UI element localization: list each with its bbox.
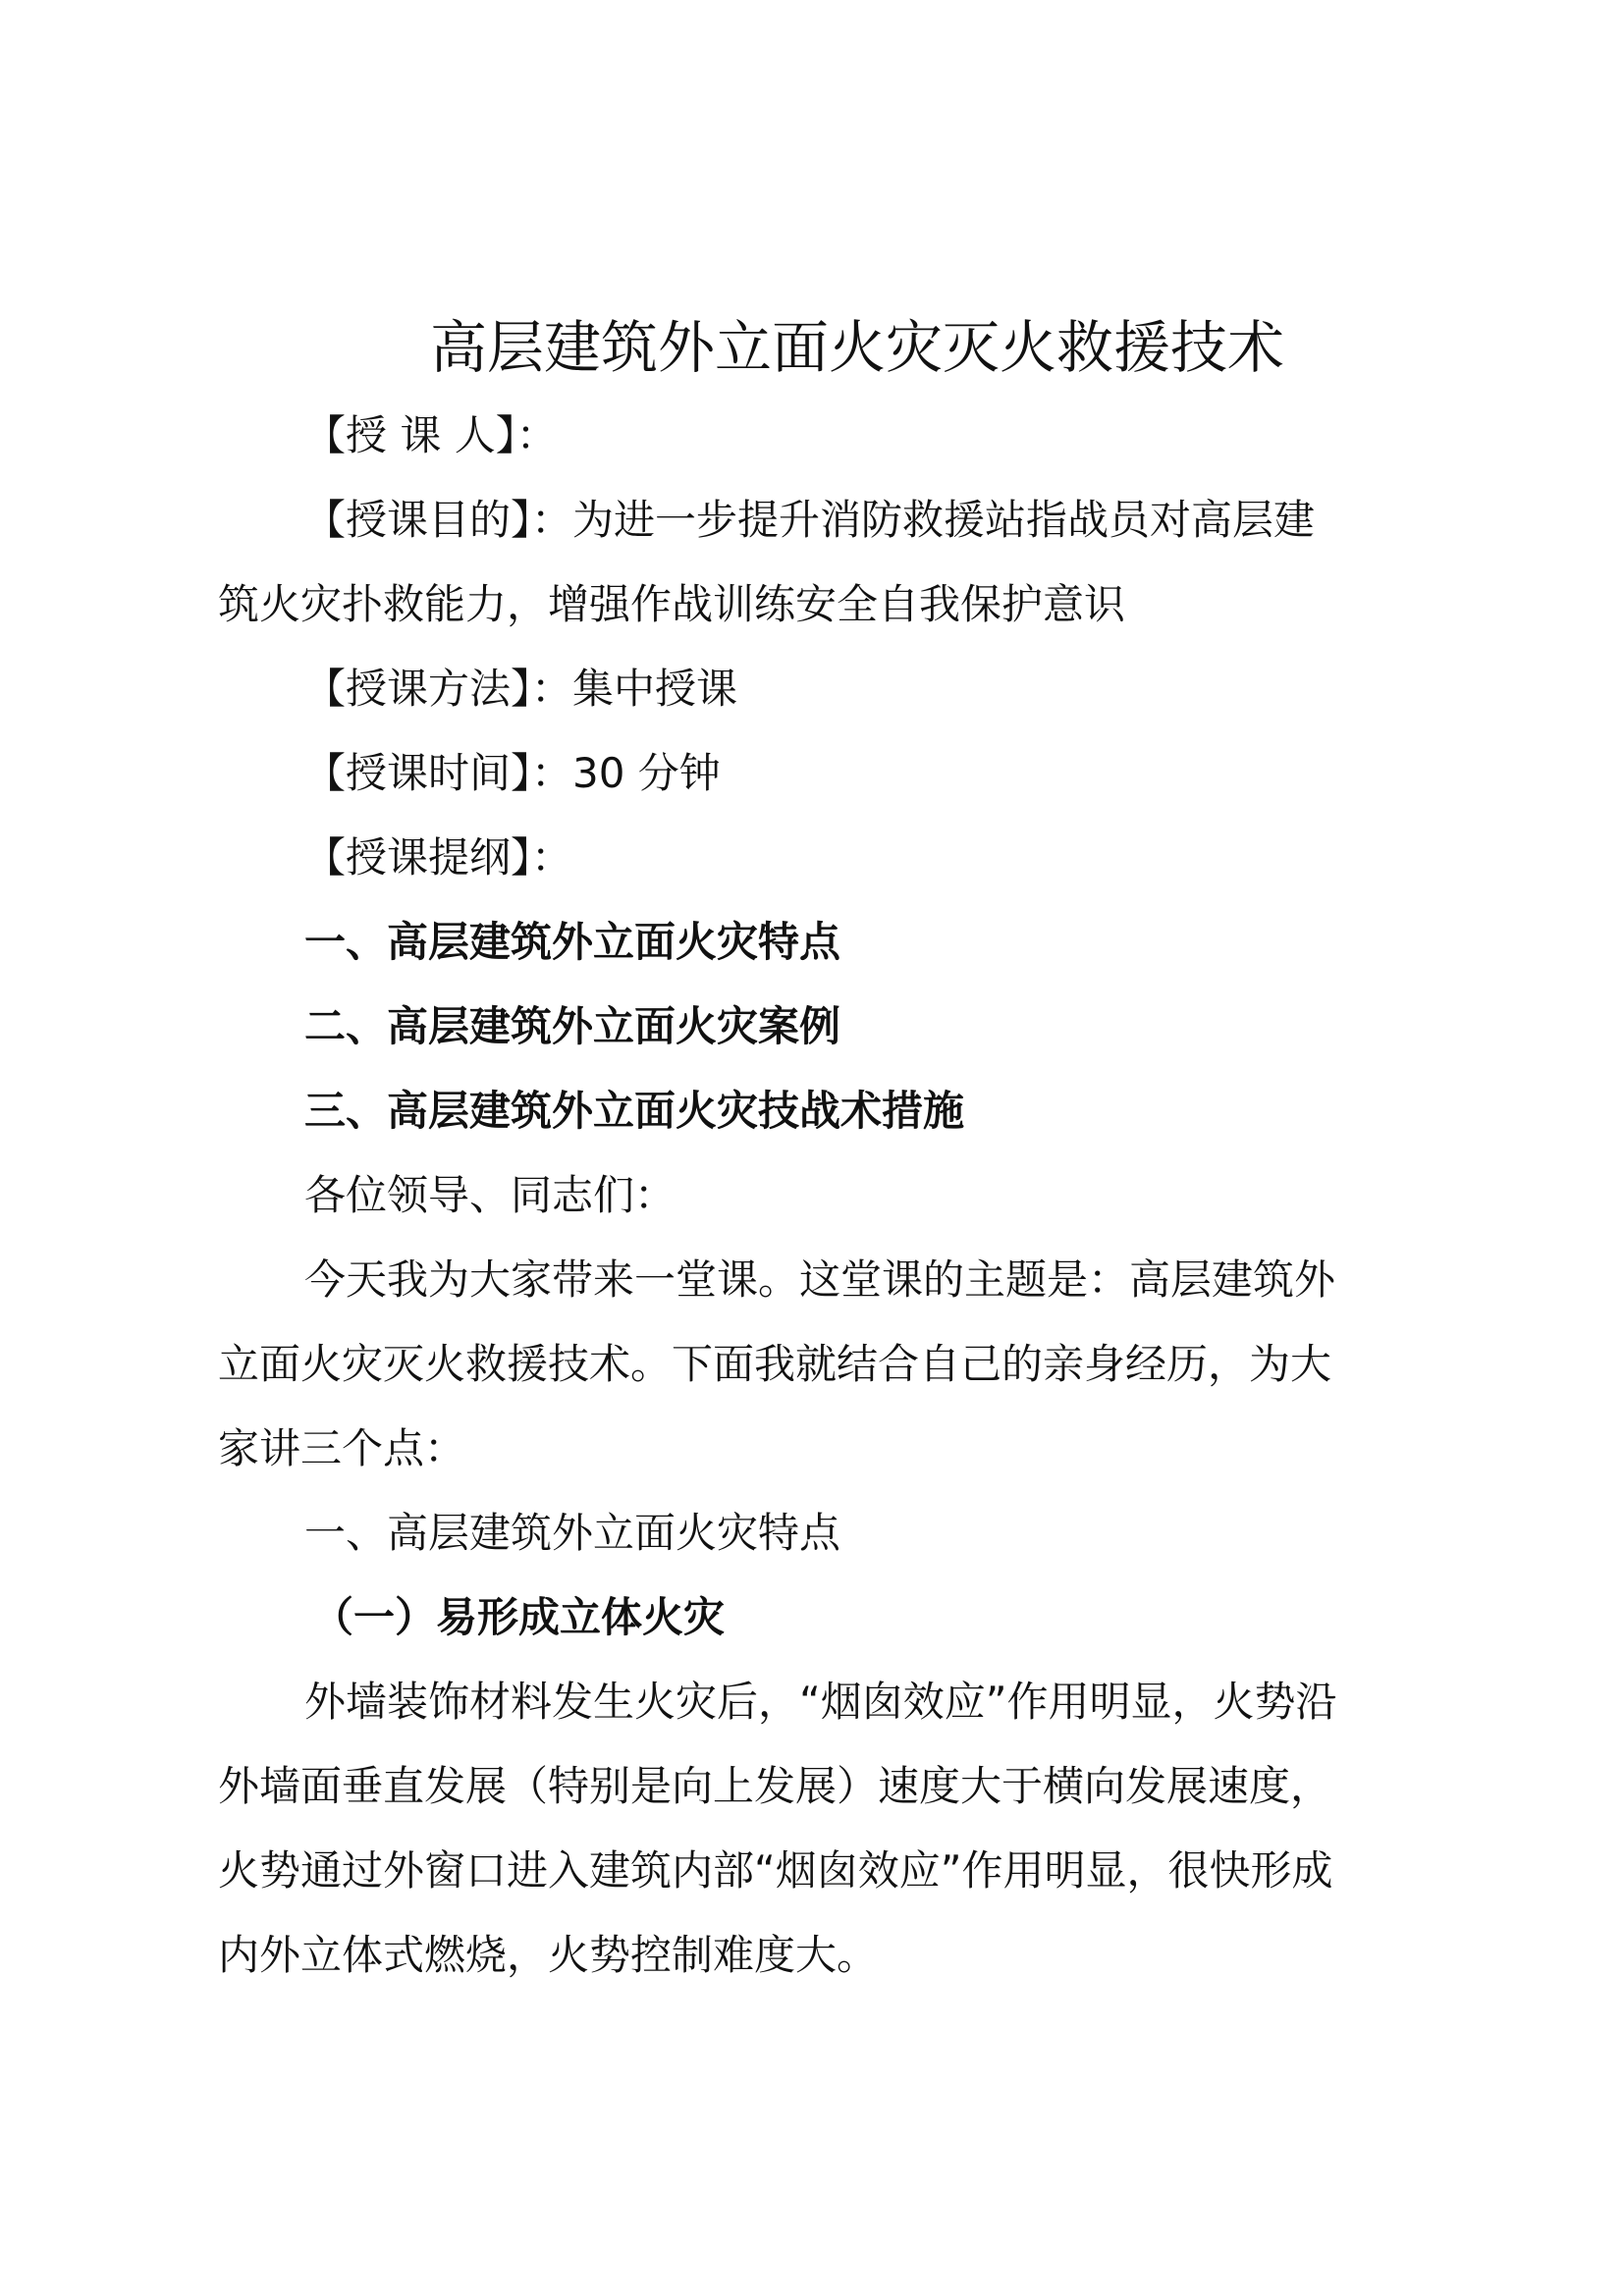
- time-line: 【授课时间】：30 分钟: [304, 749, 721, 797]
- intro-line-3: 家讲三个点：: [218, 1424, 466, 1472]
- outline-label: 【授课提纲】：: [304, 833, 573, 881]
- intro-line-2: 立面火灾灭火救援技术。下面我就结合自己的亲身经历，为大: [218, 1340, 1332, 1388]
- body-line-1: 外墙装饰材料发生火灾后，“烟囱效应”作用明显，火势沿: [304, 1678, 1337, 1726]
- method-line: 【授课方法】：集中授课: [304, 665, 738, 713]
- outline-item-2: 二、高层建筑外立面火灾案例: [304, 1002, 841, 1050]
- lecturer-line: 【授 课 人】：: [304, 411, 558, 459]
- intro-line-1: 今天我为大家带来一堂课。这堂课的主题是：高层建筑外: [304, 1255, 1336, 1304]
- body-line-3: 火势通过外窗口进入建筑内部“烟囱效应”作用明显，很快形成: [218, 1846, 1333, 1895]
- body-line-2: 外墙面垂直发展（特别是向上发展）速度大于横向发展速度，: [218, 1762, 1332, 1810]
- purpose-line-2: 筑火灾扑救能力，增强作战训练安全自我保护意识: [218, 580, 1126, 628]
- greeting: 各位领导、同志们：: [304, 1171, 676, 1219]
- purpose-line-1: 【授课目的】：为进一步提升消防救援站指战员对高层建: [304, 496, 1316, 544]
- section-heading: 一、高层建筑外立面火灾特点: [304, 1509, 841, 1557]
- document-title: 高层建筑外立面火灾灭火救援技术: [430, 314, 1285, 381]
- outline-item-1: 一、高层建筑外立面火灾特点: [304, 918, 841, 966]
- subsection-heading: （一）易形成立体火灾: [312, 1593, 726, 1641]
- outline-item-3: 三、高层建筑外立面火灾技战术措施: [304, 1087, 965, 1135]
- body-line-4: 内外立体式燃烧，火势控制难度大。: [218, 1931, 879, 1979]
